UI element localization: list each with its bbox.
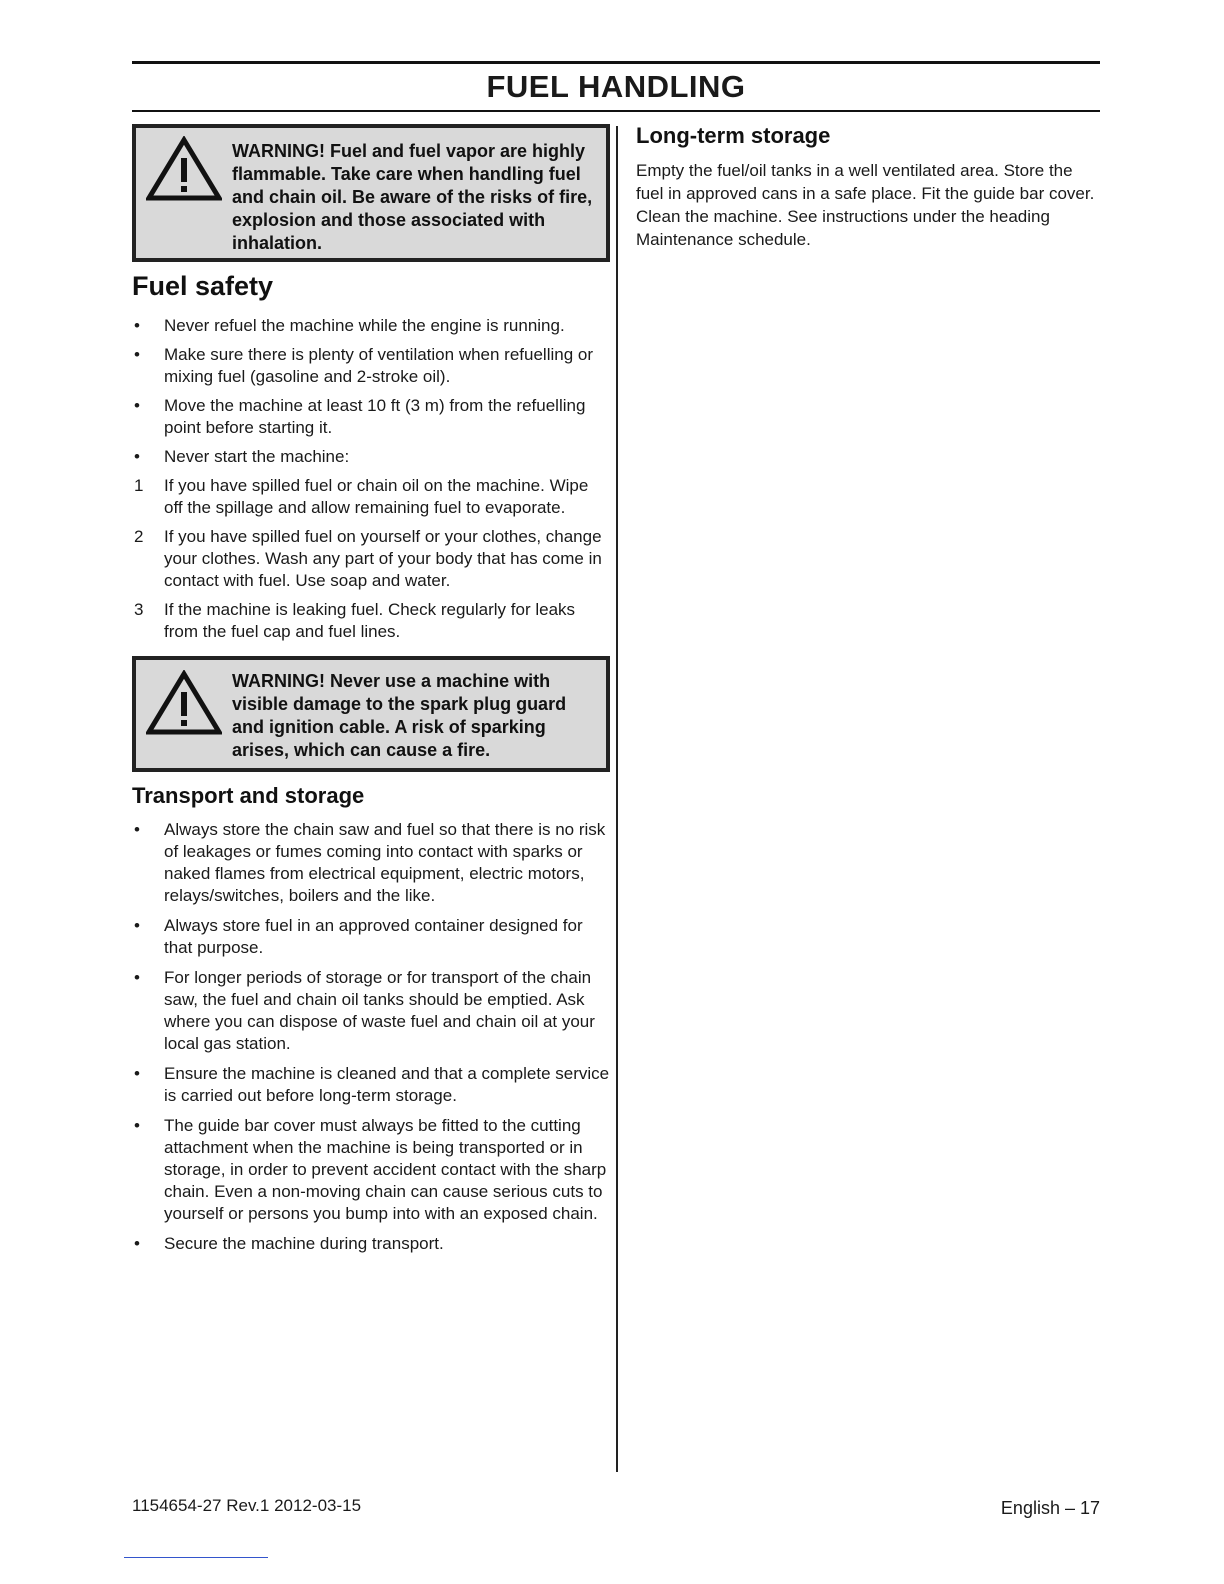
list-item [132,599,610,643]
bullet: • [134,1064,140,1083]
number: 3 [134,600,144,619]
list-item [132,446,610,468]
page-title: FUEL HANDLING [486,69,746,104]
fuel-safety-heading: Fuel safety [132,271,274,301]
bullet: • [134,316,140,335]
list-item [132,967,610,1055]
warning-box-fuel-vapor [132,124,610,262]
long-term-storage-text: Empty the fuel/oil tanks in a well ventilated area. Store the fuel in approved cans in a safe place. Fit the guide bar cover. Clean the machine. See instructions under the heading Maintenance schedule. [636,161,1095,249]
list-item-text: Never refuel the machine while the engine is running. [164,316,565,335]
list-item-text: Always store fuel in an approved container designed for that purpose. [164,916,583,957]
bullet: • [134,447,140,466]
list-item-text: If you have spilled fuel or chain oil on the machine. Wipe off the spillage and allow remaining fuel to evaporate. [164,476,589,517]
page-number: English – 17 [1000,1498,1100,1518]
header-rule-top [132,61,1100,64]
transport-storage-heading: Transport and storage [132,783,365,808]
document-id: 1154654-27 Rev.1 2012-03-15 [132,1496,362,1515]
list-item-text: Make sure there is plenty of ventilation when refuelling or mixing fuel (gasoline and 2-stroke oil). [164,345,594,386]
fuel-safety-list [132,315,610,643]
column-divider [616,126,618,1472]
bullet: • [134,345,140,364]
bullet: • [134,968,140,987]
long-term-storage-heading: Long-term storage [636,123,831,148]
header-rule-bottom [132,110,1100,112]
bullet: • [134,820,140,839]
list-item [132,526,610,592]
list-item [132,1063,610,1107]
list-item-text: Never start the machine: [164,447,350,466]
list-item [132,819,610,907]
number: 1 [134,476,144,495]
bullet: • [134,1234,140,1253]
list-item [132,395,610,439]
list-item [132,475,610,519]
bullet: • [134,916,140,935]
list-item [132,915,610,959]
list-item-text: Secure the machine during transport. [164,1234,444,1253]
warning-triangle-icon [136,128,232,202]
warning-triangle-icon [136,660,232,736]
bullet: • [134,396,140,415]
list-item-text: If the machine is leaking fuel. Check regularly for leaks from the fuel cap and fuel lines. [164,600,576,641]
number: 2 [134,527,144,546]
warning-text: WARNING! Never use a machine with visible damage to the spark plug guard and ignition cable. A risk of sparking arises, which can cause a fire. [232,671,567,760]
left-column [132,124,610,1255]
list-item-text: For longer periods of storage or for transport of the chain saw, the fuel and chain oil tanks should be emptied. Ask where you can dispose of waste fuel and chain oil at your local gas station. [164,968,595,1053]
list-item [132,1115,610,1225]
list-item [132,1233,610,1255]
list-item-text: If you have spilled fuel on yourself or your clothes, change your clothes. Wash any part of your body that has come in contact with fuel. Use soap and water. [164,527,602,590]
list-item-text: Always store the chain saw and fuel so that there is no risk of leakages or fumes coming into contact with sparks or naked flames from electrical equipment, electric motors, relays/switches, boilers and the like. [164,820,606,905]
right-column [636,122,1100,251]
transport-list [132,819,610,1255]
warning-box-spark-plug [132,656,610,772]
list-item-text: Ensure the machine is cleaned and that a complete service is carried out before long-term storage. [164,1064,610,1105]
footer-underline [124,1557,268,1558]
list-item [132,344,610,388]
bullet: • [134,1116,140,1135]
list-item-text: Move the machine at least 10 ft (3 m) from the refuelling point before starting it. [164,396,586,437]
warning-text: WARNING! Fuel and fuel vapor are highly flammable. Take care when handling fuel and chain oil. Be aware of the risks of fire, explosion and those associated with inhalation. [232,141,593,253]
list-item-text: The guide bar cover must always be fitted to the cutting attachment when the machine is being transported or in storage, in order to prevent accident contact with the sharp chain. Even a non-moving chain can cause serious cuts to yourself or persons you bump into with an exposed chain. [164,1116,607,1223]
list-item [132,315,610,337]
